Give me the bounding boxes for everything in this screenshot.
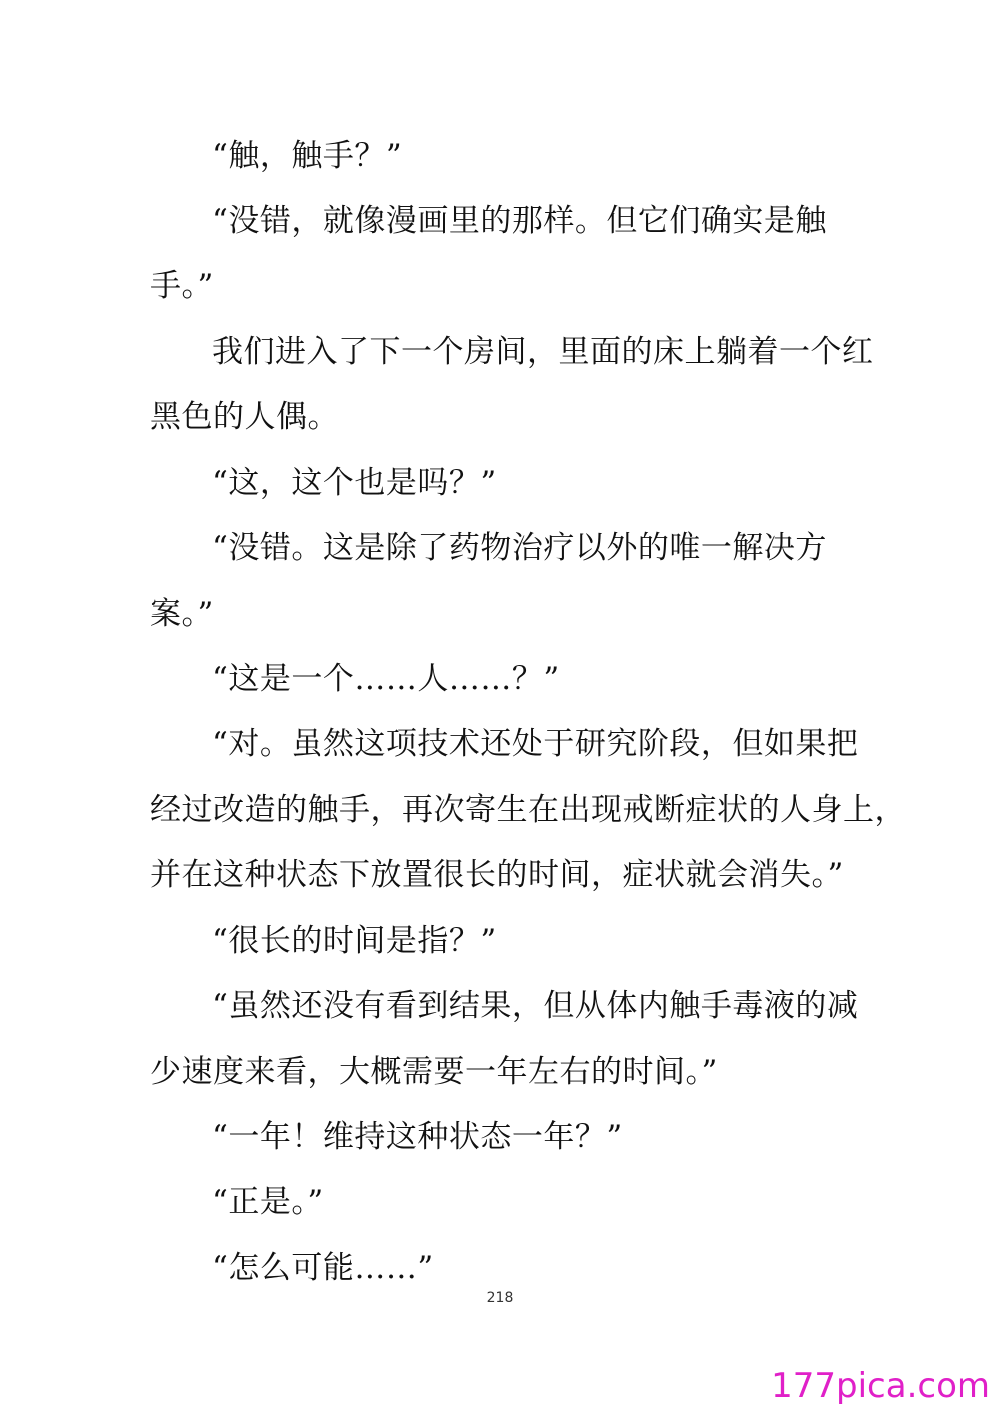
text-line: 我们进入了下一个房间，里面的床上躺着一个红 bbox=[212, 334, 874, 370]
text-line: 少速度来看，大概需要一年左右的时间。” bbox=[150, 1054, 718, 1090]
text-line: 手。” bbox=[150, 268, 214, 304]
text-line: “触，触手？” bbox=[212, 138, 403, 174]
text-line: “没错。这是除了药物治疗以外的唯一解决方 bbox=[212, 530, 827, 566]
text-line: “对。虽然这项技术还处于研究阶段，但如果把 bbox=[212, 726, 859, 762]
text-line: “很长的时间是指？” bbox=[212, 923, 497, 959]
text-line: 经过改造的触手，再次寄生在出现戒断症状的人身上， bbox=[150, 792, 906, 828]
text-line: “这，这个也是吗？” bbox=[212, 465, 497, 501]
text-line: 案。” bbox=[150, 596, 214, 632]
watermark: 177pica.com bbox=[771, 1366, 990, 1406]
text-line: “没错，就像漫画里的那样。但它们确实是触 bbox=[212, 203, 827, 239]
text-line: 并在这种状态下放置很长的时间，症状就会消失。” bbox=[150, 857, 844, 893]
text-line: “虽然还没有看到结果，但从体内触手毒液的减 bbox=[212, 988, 859, 1024]
text-line: “正是。” bbox=[212, 1184, 324, 1220]
text-line: “这是一个……人……？” bbox=[212, 661, 560, 697]
text-line: 黑色的人偶。 bbox=[150, 399, 339, 435]
text-line: “怎么可能……” bbox=[212, 1250, 434, 1286]
page-number: 218 bbox=[486, 1290, 514, 1306]
text-line: “一年！维持这种状态一年？” bbox=[212, 1119, 623, 1155]
